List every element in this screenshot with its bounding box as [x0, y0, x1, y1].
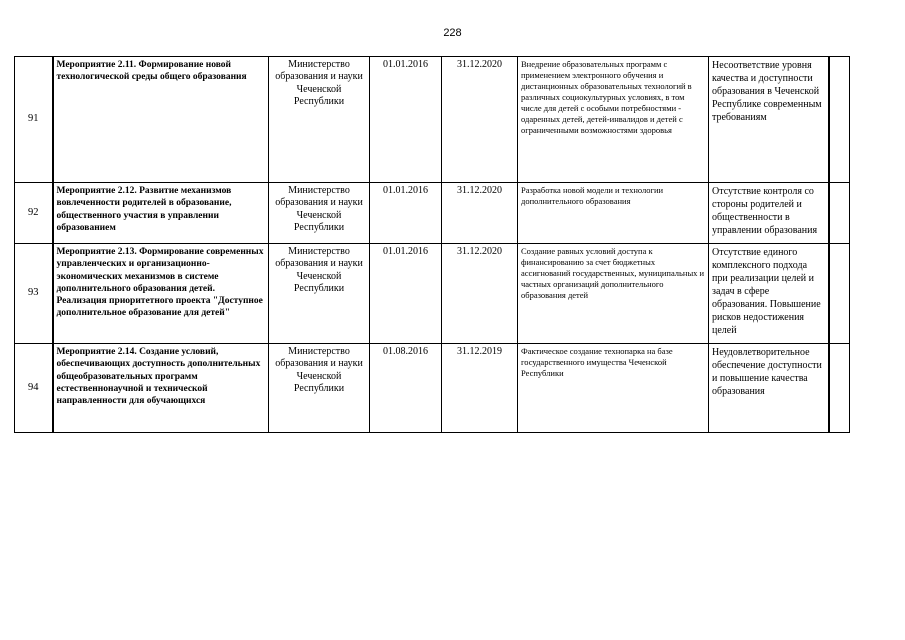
row-number: 94 — [15, 344, 53, 433]
events-table — [14, 56, 850, 433]
executor: Министерство образования и науки Чеченской Республики — [269, 57, 370, 183]
start-date: 01.01.2016 — [370, 183, 442, 244]
executor: Министерство образования и науки Чеченской Республики — [269, 244, 370, 344]
expected-result: Внедрение образовательных программ с применением электронного обучения и дистанционных образовательных технологий в различных социокультурных условиях, в том числе для детей с особыми потребностями - одаренных детей, детей-инвалидов и детей с ограниченными возможностями здоровья — [518, 57, 709, 183]
expected-result: Разработка новой модели и технологии дополнительного образования — [518, 183, 709, 244]
table-row — [15, 183, 850, 244]
start-date: 01.01.2016 — [370, 244, 442, 344]
executor: Министерство образования и науки Чеченской Республики — [269, 183, 370, 244]
risk: Несоответствие уровня качества и доступности образования в Чеченской Республике современным требованиям — [709, 57, 829, 183]
expected-result: Создание равных условий доступа к финансированию за счет бюджетных ассигнований государственных, муниципальных и частных организаций дополнительного образования детей — [518, 244, 709, 344]
row-number: 91 — [15, 57, 53, 183]
row-number: 93 — [15, 244, 53, 344]
risk: Отсутствие контроля со стороны родителей и общественности в управлении образования — [709, 183, 829, 244]
row-number: 92 — [15, 183, 53, 244]
event-name: Мероприятие 2.12. Развитие механизмов вовлеченности родителей в образование, общественного участия в управлении образованием — [53, 183, 269, 244]
end-date: 31.12.2020 — [442, 183, 518, 244]
risk: Отсутствие единого комплексного подхода при реализации целей и задач в сфере образования. Повышение рисков недостижения целей — [709, 244, 829, 344]
event-name: Мероприятие 2.11. Формирование новой технологической среды общего образования — [53, 57, 269, 183]
end-date: 31.12.2020 — [442, 244, 518, 344]
start-date: 01.08.2016 — [370, 344, 442, 433]
page-number: 228 — [443, 27, 462, 39]
table-row — [15, 244, 850, 344]
executor: Министерство образования и науки Чеченской Республики — [269, 344, 370, 433]
end-date: 31.12.2020 — [442, 57, 518, 183]
end-date: 31.12.2019 — [442, 344, 518, 433]
start-date: 01.01.2016 — [370, 57, 442, 183]
event-name: Мероприятие 2.14. Создание условий, обеспечивающих доступность дополнительных общеобразовательных программ естественнонаучной и технической направленности для обучающихся — [53, 344, 269, 433]
empty-cell — [829, 344, 850, 433]
expected-result: Фактическое создание технопарка на базе государственного имущества Чеченской Республики — [518, 344, 709, 433]
event-name: Мероприятие 2.13. Формирование современных управленческих и организационно-экономических механизмов в системе дополнительного образования детей. Реализация приоритетного проекта "Доступное дополнительное образование для детей" — [53, 244, 269, 344]
table-row — [15, 344, 850, 433]
empty-cell — [829, 244, 850, 344]
empty-cell — [829, 57, 850, 183]
risk: Неудовлетворительное обеспечение доступности и повышение качества образования — [709, 344, 829, 433]
empty-cell — [829, 183, 850, 244]
table-row — [15, 57, 850, 183]
